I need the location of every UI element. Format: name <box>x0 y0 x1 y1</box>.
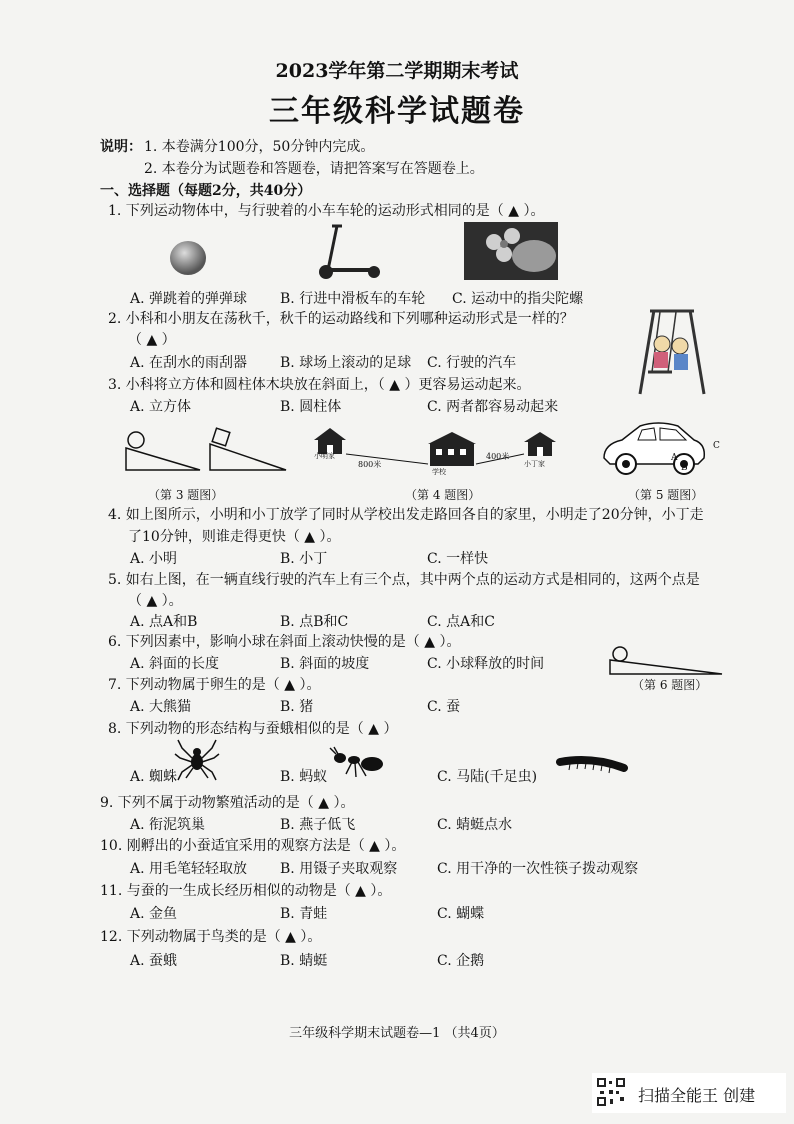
q12-stem: 12. 下列动物属于鸟类的是（ ▲ ）。 <box>100 929 322 945</box>
q3-stem: 3. 小科将立方体和圆柱体木块放在斜面上，（ ▲ ）更容易运动起来。 <box>108 377 531 393</box>
fig5-point-a: A <box>671 453 678 463</box>
q2-stem-2: （ ▲ ） <box>128 332 176 348</box>
notes-line-2: 2. 本卷分为试题卷和答题卷，请把答案写在答题卷上。 <box>144 161 484 177</box>
exam-subtitle: 三年级科学试题卷 <box>269 94 525 129</box>
q10-stem: 10. 刚孵出的小蚕适宜采用的观察方法是（ ▲ ）。 <box>100 838 406 854</box>
q12-option-a: A. 蚕蛾 <box>130 953 178 969</box>
bouncing-ball-image <box>168 236 208 278</box>
q1-option-c: C. 运动中的指尖陀螺 <box>452 291 584 307</box>
q11-option-c: C. 蝴蝶 <box>437 906 485 922</box>
q3-option-b: B. 圆柱体 <box>280 399 342 415</box>
fig5-car-image <box>598 418 710 480</box>
q6-option-a: A. 斜面的长度 <box>130 656 220 672</box>
scanner-watermark <box>592 1073 786 1113</box>
q5-option-a: A. 点A和B <box>130 614 198 630</box>
q5-option-c: C. 点A和C <box>427 614 495 630</box>
fig4-home-xiaoding-label: 小丁家 <box>524 460 545 468</box>
fig3-caption: （第 3 题图） <box>148 488 224 502</box>
spider-image <box>174 738 220 782</box>
fig4-home-xiaoming-label: 小明家 <box>314 452 335 460</box>
scooter-image <box>314 222 384 282</box>
page-footer: 三年级科学期末试题卷—1 （共4页） <box>289 1026 505 1041</box>
q2-option-b: B. 球场上滚动的足球 <box>280 355 412 371</box>
fig3-slopes-diagram <box>124 426 294 474</box>
q6-stem: 6. 下列因素中，影响小球在斜面上滚动快慢的是（ ▲ ）。 <box>108 634 461 650</box>
watermark-text: 扫描全能王 创建 <box>638 1086 756 1105</box>
q3-option-c: C. 两者都容易动起来 <box>427 399 559 415</box>
q8-option-c: C. 马陆(千足虫) <box>437 769 538 785</box>
fig4-caption: （第 4 题图） <box>405 488 481 502</box>
q9-option-a: A. 衔泥筑巢 <box>130 817 206 833</box>
q4-option-b: B. 小丁 <box>280 551 328 567</box>
q11-option-a: A. 金鱼 <box>130 906 178 922</box>
q2-option-c: C. 行驶的汽车 <box>427 355 517 371</box>
q9-stem: 9. 下列不属于动物繁殖活动的是（ ▲ ）。 <box>100 795 355 811</box>
q4-option-c: C. 一样快 <box>427 551 489 567</box>
q1-option-b: B. 行进中滑板车的车轮 <box>280 291 426 307</box>
q12-option-c: C. 企鹅 <box>437 953 485 969</box>
q11-option-b: B. 青蛙 <box>280 906 328 922</box>
fig5-point-b: B <box>681 463 688 473</box>
q5-stem-2: （ ▲ ）。 <box>128 593 183 609</box>
q2-option-a: A. 在刮水的雨刮器 <box>130 355 248 371</box>
fig6-caption: （第 6 题图） <box>632 678 708 692</box>
q9-option-c: C. 蜻蜓点水 <box>437 817 513 833</box>
ant-image <box>328 746 386 780</box>
q10-option-a: A. 用毛笔轻轻取放 <box>130 861 248 877</box>
fig6-slope-diagram <box>608 646 724 676</box>
q8-option-a: A. 蜘蛛 <box>130 769 178 785</box>
notes-line-1: 1. 本卷满分100分，50分钟内完成。 <box>144 139 375 155</box>
q10-option-b: B. 用镊子夹取观察 <box>280 861 398 877</box>
q5-stem: 5. 如右上图，在一辆直线行驶的汽车上有三个点，其中两个点的运动方式是相同的，这两个点是 <box>108 572 700 588</box>
fig4-distance-800: 800米 <box>358 460 382 469</box>
q6-option-c: C. 小球释放的时间 <box>427 656 545 672</box>
qr-code-icon <box>596 1077 626 1107</box>
fig5-caption: （第 5 题图） <box>628 488 704 502</box>
q1-option-a: A. 弹跳着的弹弹球 <box>130 291 248 307</box>
q12-option-b: B. 蜻蜓 <box>280 953 328 969</box>
q8-stem: 8. 下列动物的形态结构与蚕蛾相似的是（ ▲ ） <box>108 721 398 737</box>
q9-option-b: B. 燕子低飞 <box>280 817 356 833</box>
q3-option-a: A. 立方体 <box>130 399 192 415</box>
q2-stem: 2. 小科和小朋友在荡秋千，秋千的运动路线和下列哪种运动形式是一样的？ <box>108 311 574 327</box>
fig5-point-c: C <box>713 441 720 451</box>
swing-image <box>632 306 712 396</box>
notes-label: 说明： <box>100 139 142 155</box>
q11-stem: 11. 与蚕的一生成长经历相似的动物是（ ▲ ）。 <box>100 883 392 899</box>
q7-stem: 7. 下列动物属于卵生的是（ ▲ ）。 <box>108 677 321 693</box>
q8-option-b: B. 蚂蚁 <box>280 769 328 785</box>
q10-option-c: C. 用干净的一次性筷子拨动观察 <box>437 861 639 877</box>
fig4-distance-400: 400米 <box>486 452 510 461</box>
q7-option-c: C. 蚕 <box>427 699 461 715</box>
fidget-spinner-image <box>464 222 558 280</box>
millipede-image <box>556 754 628 778</box>
q4-stem-2: 了10分钟，则谁走得更快（ ▲ ）。 <box>128 529 341 545</box>
q6-option-b: B. 斜面的坡度 <box>280 656 370 672</box>
section-heading: 一、选择题（每题2分，共40分） <box>100 183 312 199</box>
q7-option-b: B. 猪 <box>280 699 314 715</box>
exam-title: 2023学年第二学期期末考试 <box>275 60 519 82</box>
q5-option-b: B. 点B和C <box>280 614 349 630</box>
fig4-school-label: 学校 <box>432 468 446 476</box>
q4-option-a: A. 小明 <box>130 551 178 567</box>
q1-stem: 1. 下列运动物体中，与行驶着的小车车轮的运动形式相同的是（ ▲ ）。 <box>108 203 545 219</box>
q4-stem: 4. 如上图所示，小明和小丁放学了同时从学校出发走路回各自的家里，小明走了20分钟，小丁走 <box>108 507 704 523</box>
q7-option-a: A. 大熊猫 <box>130 699 192 715</box>
